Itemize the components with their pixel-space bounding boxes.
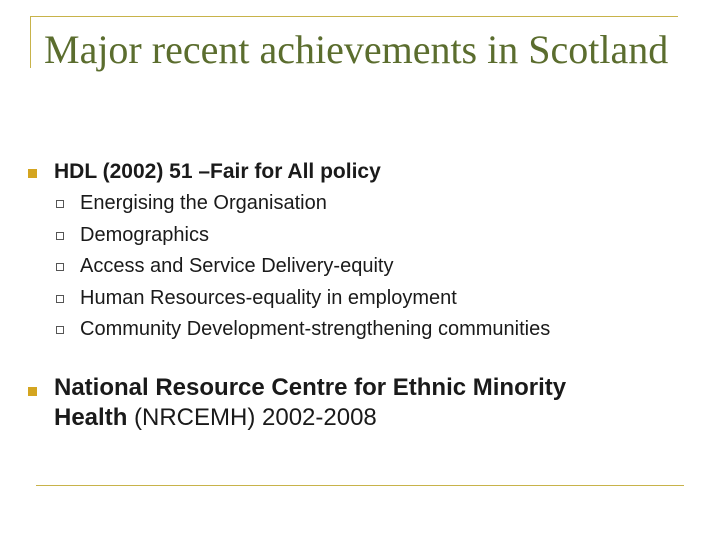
bullet-line-1 <box>54 373 696 403</box>
bullet-heading: HDL (2002) 51 –Fair for All policy <box>54 160 381 183</box>
sub-bullet-text: Access and Service Delivery-equity <box>80 255 394 277</box>
slide-title: Major recent achievements in Scotland <box>44 27 669 72</box>
bullet-plain-text: (NRCEMH) 2002-2008 <box>127 403 377 431</box>
sub-bullet-text: Human Resources-equality in employment <box>80 286 457 309</box>
bullet-bold-text: Health <box>54 403 128 431</box>
hollow-square-bullet-icon <box>56 200 64 208</box>
hollow-square-bullet-icon <box>56 326 64 334</box>
sub-bullet-list <box>54 188 696 346</box>
slide-body <box>26 158 696 433</box>
hollow-square-bullet-icon <box>56 232 64 240</box>
sub-bullet-item <box>54 283 696 315</box>
sub-bullet-item <box>54 188 696 220</box>
sub-bullet-item <box>54 251 696 283</box>
sub-bullet-item <box>54 314 696 346</box>
bullet-line-2 <box>54 403 696 433</box>
footer-rule <box>36 485 684 486</box>
sub-bullet-item <box>54 220 696 252</box>
sub-bullet-text: Demographics <box>80 223 209 246</box>
sub-bullet-text: Energising the Organisation <box>80 192 327 214</box>
title-frame-top-rule <box>30 16 678 17</box>
hollow-square-bullet-icon <box>56 263 64 271</box>
bullet-bold-text: National Resource Centre for Ethnic Minority <box>54 373 567 401</box>
hollow-square-bullet-icon <box>56 295 64 303</box>
sub-bullet-text: Community Development-strengthening communities <box>80 318 551 340</box>
filled-square-bullet-icon <box>28 387 37 396</box>
title-frame-left-rule <box>30 16 31 68</box>
bullet-nrcemh <box>26 373 696 433</box>
filled-square-bullet-icon <box>28 169 37 178</box>
bullet-fair-for-all <box>26 158 696 346</box>
